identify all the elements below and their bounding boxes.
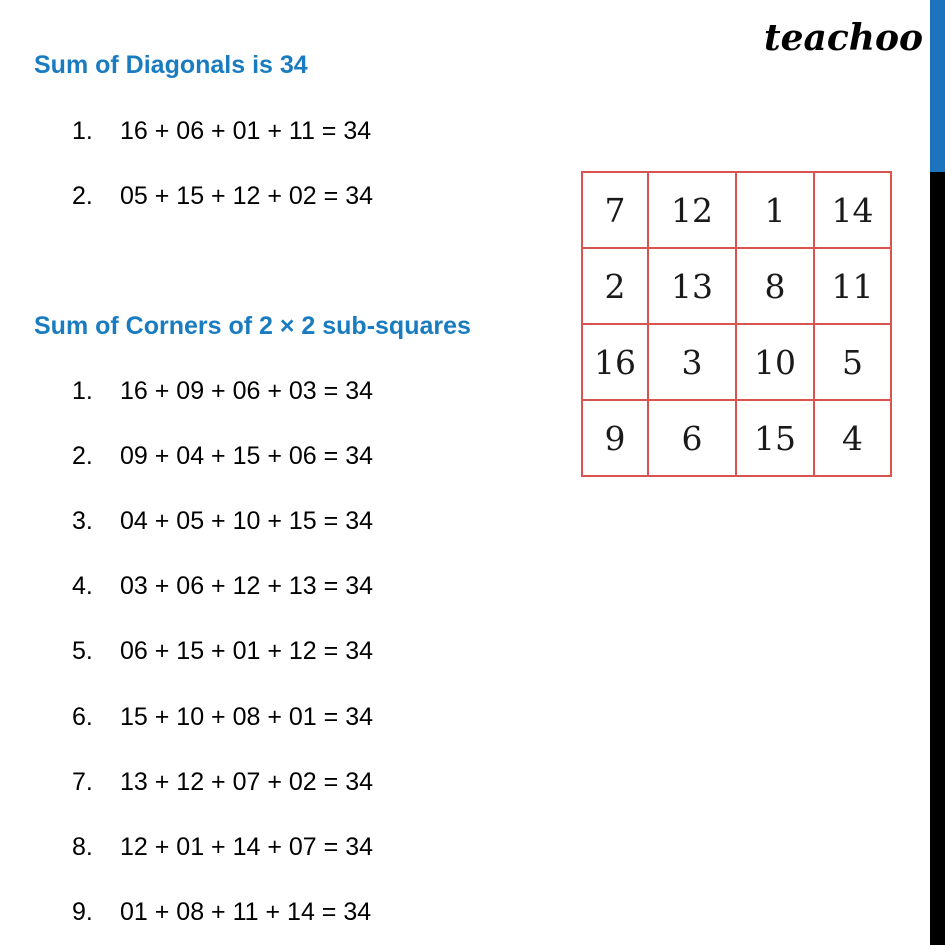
grid-row — [582, 400, 891, 476]
grid-cell: 13 — [648, 248, 736, 324]
grid-cell: 3 — [648, 324, 736, 400]
grid-cell: 12 — [648, 172, 736, 248]
list-item-number: 9. — [72, 898, 93, 926]
side-bar — [930, 0, 945, 945]
side-bar-accent — [930, 0, 945, 172]
grid-row — [582, 324, 891, 400]
corners-heading: Sum of Corners of 2 × 2 sub-squares — [34, 312, 471, 340]
list-item-number: 8. — [72, 833, 93, 861]
list-item-expression: 05 + 15 + 12 + 02 = 34 — [120, 182, 374, 210]
list-item-number: 2. — [72, 182, 93, 210]
list-item-expression: 06 + 15 + 01 + 12 = 34 — [120, 637, 374, 665]
list-item-expression: 03 + 06 + 12 + 13 = 34 — [120, 572, 374, 600]
grid-cell: 9 — [582, 400, 648, 476]
list-item-number: 1. — [72, 377, 93, 405]
list-item-expression: 04 + 05 + 10 + 15 = 34 — [120, 507, 374, 535]
grid-cell: 7 — [582, 172, 648, 248]
list-item-number: 5. — [72, 637, 93, 665]
list-item-expression: 15 + 10 + 08 + 01 = 34 — [120, 703, 374, 731]
list-item-number: 1. — [72, 117, 93, 145]
grid-row — [582, 248, 891, 324]
grid-cell: 10 — [736, 324, 814, 400]
list-item-expression: 16 + 06 + 01 + 11 = 34 — [120, 117, 372, 145]
grid-cell: 4 — [814, 400, 891, 476]
grid-cell: 15 — [736, 400, 814, 476]
grid-cell: 11 — [814, 248, 891, 324]
grid-cell: 6 — [648, 400, 736, 476]
list-item-number: 4. — [72, 572, 93, 600]
grid-row — [582, 172, 891, 248]
list-item-expression: 12 + 01 + 14 + 07 = 34 — [120, 833, 374, 861]
teachoo-logo: teachoo — [764, 17, 923, 59]
grid-cell: 8 — [736, 248, 814, 324]
list-item-expression: 09 + 04 + 15 + 06 = 34 — [120, 442, 374, 470]
list-item-expression: 13 + 12 + 07 + 02 = 34 — [120, 768, 374, 796]
list-item-number: 2. — [72, 442, 93, 470]
magic-square-grid — [581, 171, 892, 477]
list-item-number: 3. — [72, 507, 93, 535]
diagonals-heading: Sum of Diagonals is 34 — [34, 51, 308, 79]
list-item-expression: 16 + 09 + 06 + 03 = 34 — [120, 377, 374, 405]
list-item-number: 6. — [72, 703, 93, 731]
grid-cell: 2 — [582, 248, 648, 324]
list-item-expression: 01 + 08 + 11 + 14 = 34 — [120, 898, 372, 926]
grid-cell: 5 — [814, 324, 891, 400]
grid-cell: 14 — [814, 172, 891, 248]
grid-cell: 16 — [582, 324, 648, 400]
grid-cell: 1 — [736, 172, 814, 248]
list-item-number: 7. — [72, 768, 93, 796]
